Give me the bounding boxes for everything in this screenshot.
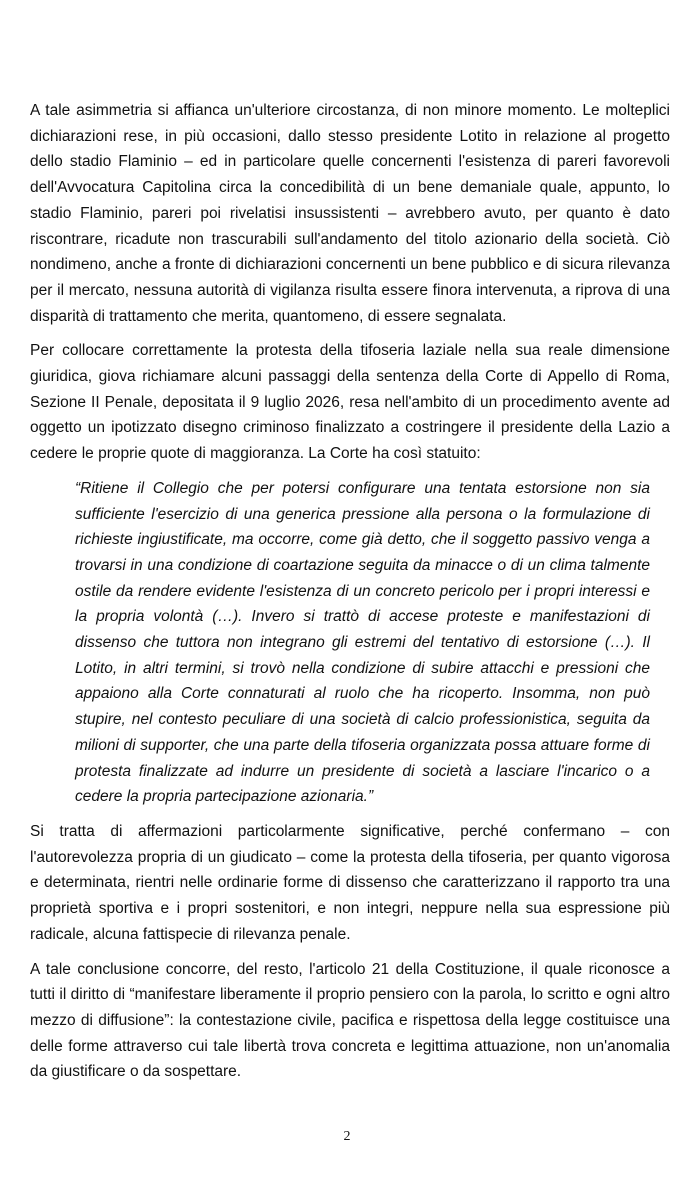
- paragraph-asymmetry: A tale asimmetria si affianca un'ulteriore circostanza, di non minore momento. Le molteplici dichiarazioni rese, in più occasioni, dallo stesso presidente Lotito in relazione al progetto dello stadio Flaminio – ed in particolare quelle concernenti l'esistenza di pareri favorevoli dell'Avvocatura Capitolina circa la concedibilità di un bene demaniale quale, appunto, lo stadio Flaminio, pareri poi rivelatisi insussistenti – avrebbero avuto, per quanto è dato riscontrare, ricadute non trascurabili sull'andamento del titolo azionario della società. Ciò nondimeno, anche a fronte di dichiarazioni concernenti un bene pubblico e di sicura rilevanza per il mercato, nessuna autorità di vigilanza risulta essere finora intervenuta, a riprova di una disparità di trattamento che merita, quantomeno, di essere segnalata.: [30, 102, 670, 325]
- paragraph-court-ruling-intro: Per collocare correttamente la protesta della tifoseria laziale nella sua reale dimensione giuridica, giova richiamare alcuni passaggi della sentenza della Corte di Appello di Roma, Sezione II Penale, depositata il 9 luglio 2026, resa nell'ambito di un procedimento avente ad oggetto un ipotizzato disegno criminoso finalizzato a costringere il presidente della Lazio a cedere le proprie quote di maggioranza. La Corte ha così statuito:: [30, 342, 670, 463]
- paragraph-significance: Si tratta di affermazioni particolarmente significative, perché confermano – con l'autorevolezza propria di un giudicato – come la protesta della tifoseria, per quanto vigorosa e determinata, rientri nelle ordinarie forme di dissenso che caratterizzano il rapporto tra una proprietà sportiva e i propri sostenitori, e non integri, neppure nella sua espressione più radicale, alcuna fattispecie di rilevanza penale.: [30, 822, 670, 943]
- page-number: 2: [343, 1129, 351, 1144]
- paragraph-constitution: A tale conclusione concorre, del resto, l'articolo 21 della Costituzione, il quale riconosce a tutti il diritto di “manifestare liberamente il proprio pensiero con la parola, lo scritto e ogni altro mezzo di diffusione”: la contestazione civile, pacifica e rispettosa della legge costituisce una delle forme attraverso cui tale libertà trova concreta e legittima attuazione, non un'anomalia da giustificare o da sospettare.: [30, 960, 670, 1081]
- court-ruling-quote: “Ritiene il Collegio che per potersi configurare una tentata estorsione non sia sufficiente l'esercizio di una generica pressione alla persona o la formulazione di richieste ingiustificate, ma occorre, come già detto, che il soggetto passivo venga a trovarsi in una condizione di coartazione seguita da minacce o di un clima talmente ostile da rendere evidente l'esistenza di un concreto pericolo per i propri interessi e la propria volontà (…). Invero si trattò di accese proteste e manifestazioni di dissenso che tuttora non integrano gli estremi del tentativo di estorsione (…). Il Lotito, in altri termini, si trovò nella condizione di subire attacchi e pressioni che appaiono alla Corte connaturati al ruolo che ha ricoperto. Insomma, non può stupire, nel contesto peculiare di una società di calcio professionistica, seguita da milioni di supporter, che una parte della tifoseria organizzata possa attuare forme di protesta finalizzate ad indurre un presidente di società a lasciare l'incarico o a cedere la propria partecipazione azionaria.”: [75, 479, 650, 806]
- document-page: [30, 98, 670, 1094]
